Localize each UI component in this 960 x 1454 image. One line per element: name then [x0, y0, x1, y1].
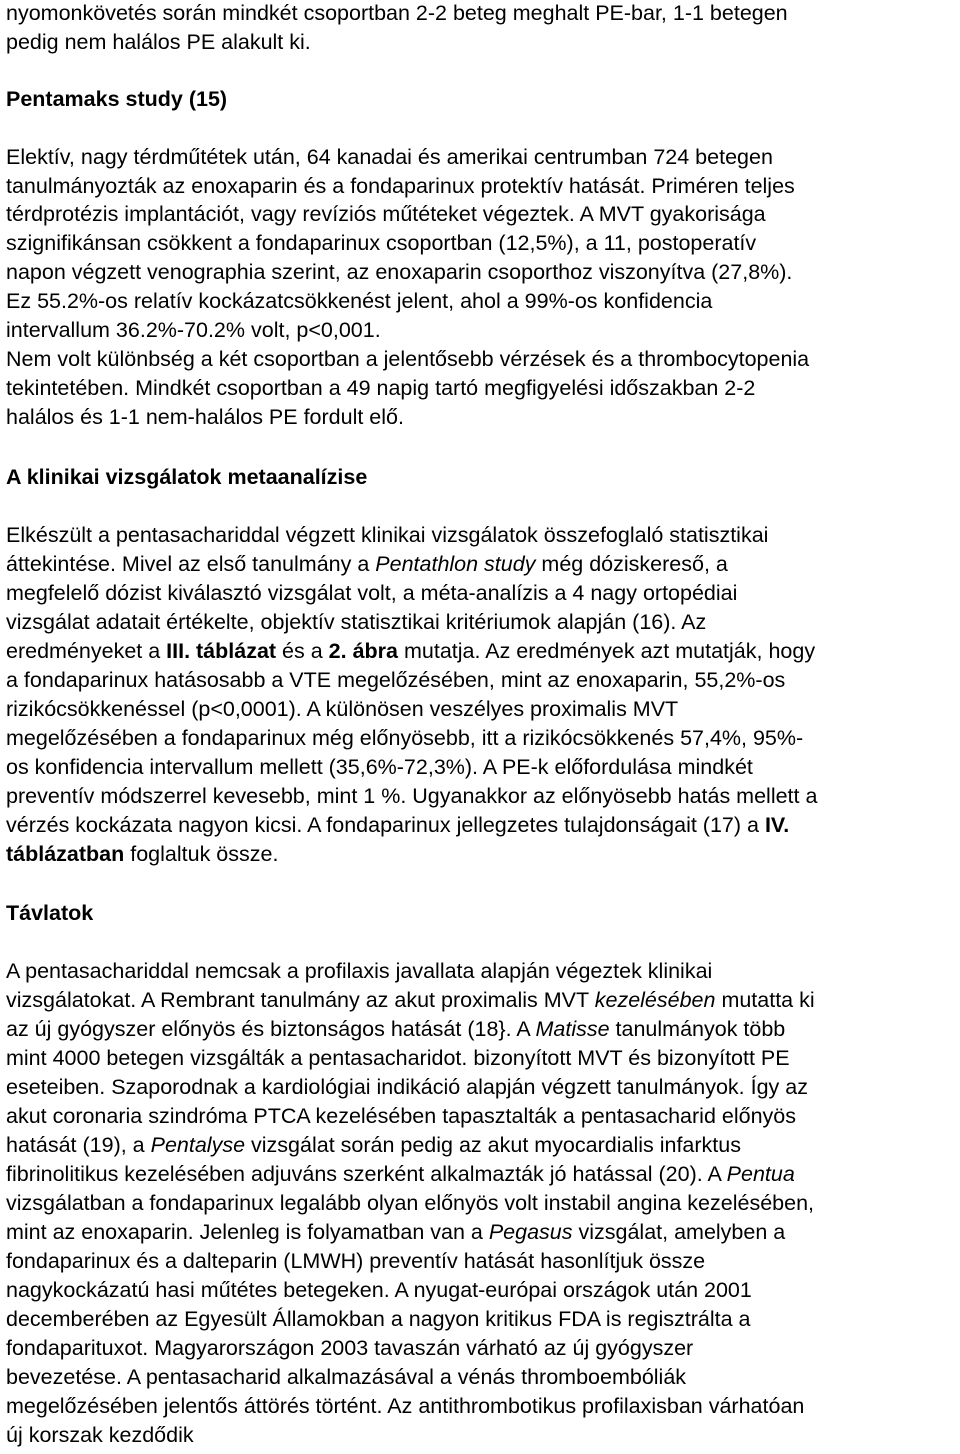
text-run: még dóziskereső, a: [535, 552, 728, 576]
text-run: vérzés kockázata nagyon kicsi. A fondaparinux jellegzetes tulajdonságait (17) a: [6, 813, 765, 837]
section-heading-tavlatok: Távlatok: [6, 901, 94, 925]
study-name-pentathlon: Pentathlon study: [375, 552, 536, 576]
italic-term: kezelésében: [594, 988, 716, 1012]
text-run: hatását (19), a: [6, 1133, 151, 1157]
table-reference: III. táblázat: [166, 639, 277, 663]
figure-reference: 2. ábra: [328, 639, 398, 663]
text-run: tanulmányok több: [609, 1017, 786, 1041]
text-line: A pentasachariddal nemcsak a profilaxis javallata alapján végeztek klinikai: [6, 959, 713, 983]
text-line: térdprotézis implantációt, vagy revíziós műtéteket végeztek. A MVT gyakorisága: [6, 202, 766, 226]
text-line: akut coronaria szindróma PTCA kezelésében tapasztalták a pentasacharid előnyös: [6, 1104, 796, 1128]
text-line: rizikócsökkenéssel (p<0,0001). A különösen veszélyes proximalis MVT: [6, 697, 679, 721]
text-line: fondaparituxot. Magyarországon 2003 tavaszán várható az új gyógyszer: [6, 1336, 694, 1360]
text-line: [6, 987, 815, 1013]
text-line: nyomonkövetés során mindkét csoportban 2-2 beteg meghalt PE-bar, 1-1 betegen: [6, 1, 788, 25]
text-run: mutatja. Az eredmények azt mutatják, hogy: [398, 639, 816, 663]
text-line: Elektív, nagy térdműtétek után, 64 kanadai és amerikai centrumban 724 betegen: [6, 145, 773, 169]
text-line: pedig nem halálos PE alakult ki.: [6, 30, 311, 54]
text-line: tekintetében. Mindkét csoportban a 49 napig tartó megfigyelési időszakban 2-2: [6, 376, 756, 400]
text-run: eredményeket a: [6, 639, 167, 663]
table-reference: IV.: [764, 813, 790, 837]
text-line: szignifikánsan csökkent a fondaparinux csoportban (12,5%), a 11, postoperatív: [6, 231, 757, 255]
text-line: Ez 55.2%-os relatív kockázatcsökkenést jelent, ahol a 99%-os konfidencia: [6, 289, 713, 313]
text-run: áttekintése. Mivel az első tanulmány a: [6, 552, 376, 576]
text-line: [6, 638, 815, 664]
text-run: vizsgálat során pedig az akut myocardialis infarktus: [245, 1133, 741, 1157]
text-line: [6, 1161, 795, 1187]
text-run: mutatta ki: [715, 988, 815, 1012]
text-line: Elkészült a pentasachariddal végzett klinikai vizsgálatok összefoglaló statisztikai: [6, 523, 769, 547]
text-line: bevezetése. A pentasacharid alkalmazásával a vénás thromboembóliák: [6, 1365, 687, 1389]
text-line: [6, 551, 728, 577]
text-line: [6, 841, 278, 867]
text-line: decemberében az Egyesült Államokban a nagyon kritikus FDA is regisztrálta a: [6, 1307, 751, 1331]
text-run: fibrinolitikus kezelésében adjuváns szerként alkalmazták jó hatással (20). A: [6, 1162, 727, 1186]
section-heading-pentamaks: Pentamaks study (15): [6, 87, 228, 111]
text-line: [6, 812, 789, 838]
text-line: vizsgálat adatait értékelte, objektív statisztikai kritériumok alapján (16). Az: [6, 610, 707, 634]
text-run: vizsgálat, amelyben a: [572, 1220, 786, 1244]
text-line: megelőzésében jelentős áttörés történt. Az antithrombotikus profilaxisban várhatóan: [6, 1394, 805, 1418]
study-name-pentua: Pentua: [726, 1162, 795, 1186]
text-line: [6, 1016, 785, 1042]
text-line: [6, 1132, 741, 1158]
text-run: az új gyógyszer előnyös és biztonságos hatását (18}. A: [6, 1017, 536, 1041]
text-line: intervallum 36.2%-70.2% volt, p<0,001.: [6, 318, 381, 342]
text-line: fondaparinux és a dalteparin (LMWH) preventív hatását hasonlítjuk össze: [6, 1249, 706, 1273]
text-line: megelőzésében a fondaparinux még előnyösebb, itt a rizikócsökkenés 57,4%, 95%-: [6, 726, 804, 750]
text-line: Nem volt különbség a két csoportban a jelentősebb vérzések és a thrombocytopenia: [6, 347, 810, 371]
text-line: tanulmányozták az enoxaparin és a fondaparinux protektív hatását. Priméren teljes: [6, 174, 795, 198]
study-name-pentalyse: Pentalyse: [150, 1133, 246, 1157]
study-name-matisse: Matisse: [535, 1017, 610, 1041]
text-line: os konfidencia intervallum mellett (35,6%-72,3%). A PE-k előfordulása mindkét: [6, 755, 753, 779]
table-reference: táblázatban: [6, 842, 125, 866]
text-line: a fondaparinux hatásosabb a VTE megelőzésében, mint az enoxaparin, 55,2%-os: [6, 668, 786, 692]
text-line: eseteiben. Szaporodnak a kardiológiai indikáció alapján végzett tanulmányok. Így az: [6, 1075, 808, 1099]
text-line: vizsgálatban a fondaparinux legalább olyan előnyös volt instabil angina kezelésében,: [6, 1191, 815, 1215]
text-line: halálos és 1-1 nem-halálos PE fordult elő.: [6, 405, 404, 429]
text-line: napon végzett venographia szerint, az enoxaparin csoporthoz viszonyítva (27,8%).: [6, 260, 793, 284]
section-heading-meta: A klinikai vizsgálatok metaanalízise: [6, 465, 368, 489]
text-line: nagykockázatú hasi műtétes betegeken. A nyugat-európai országok után 2001: [6, 1278, 752, 1302]
text-line: új korszak kezdődik: [6, 1423, 194, 1447]
text-run: mint az enoxaparin. Jelenleg is folyamatban van a: [6, 1220, 489, 1244]
text-run: vizsgálatokat. A Rembrant tanulmány az akut proximalis MVT: [6, 988, 595, 1012]
text-line: [6, 1219, 785, 1245]
text-line: megfelelő dózist kiválasztó vizsgálat volt, a méta-analízis a 4 nagy ortopédiai: [6, 581, 738, 605]
study-name-pegasus: Pegasus: [488, 1220, 573, 1244]
text-line: preventív módszerrel kevesebb, mint 1 %. Ugyanakkor az előnyösebb hatás mellett a: [6, 784, 818, 808]
text-run: és a: [276, 639, 329, 663]
text-line: mint 4000 betegen vizsgálták a pentasacharidot. bizonyított MVT és bizonyított PE: [6, 1046, 790, 1070]
text-run: foglaltuk össze.: [124, 842, 279, 866]
